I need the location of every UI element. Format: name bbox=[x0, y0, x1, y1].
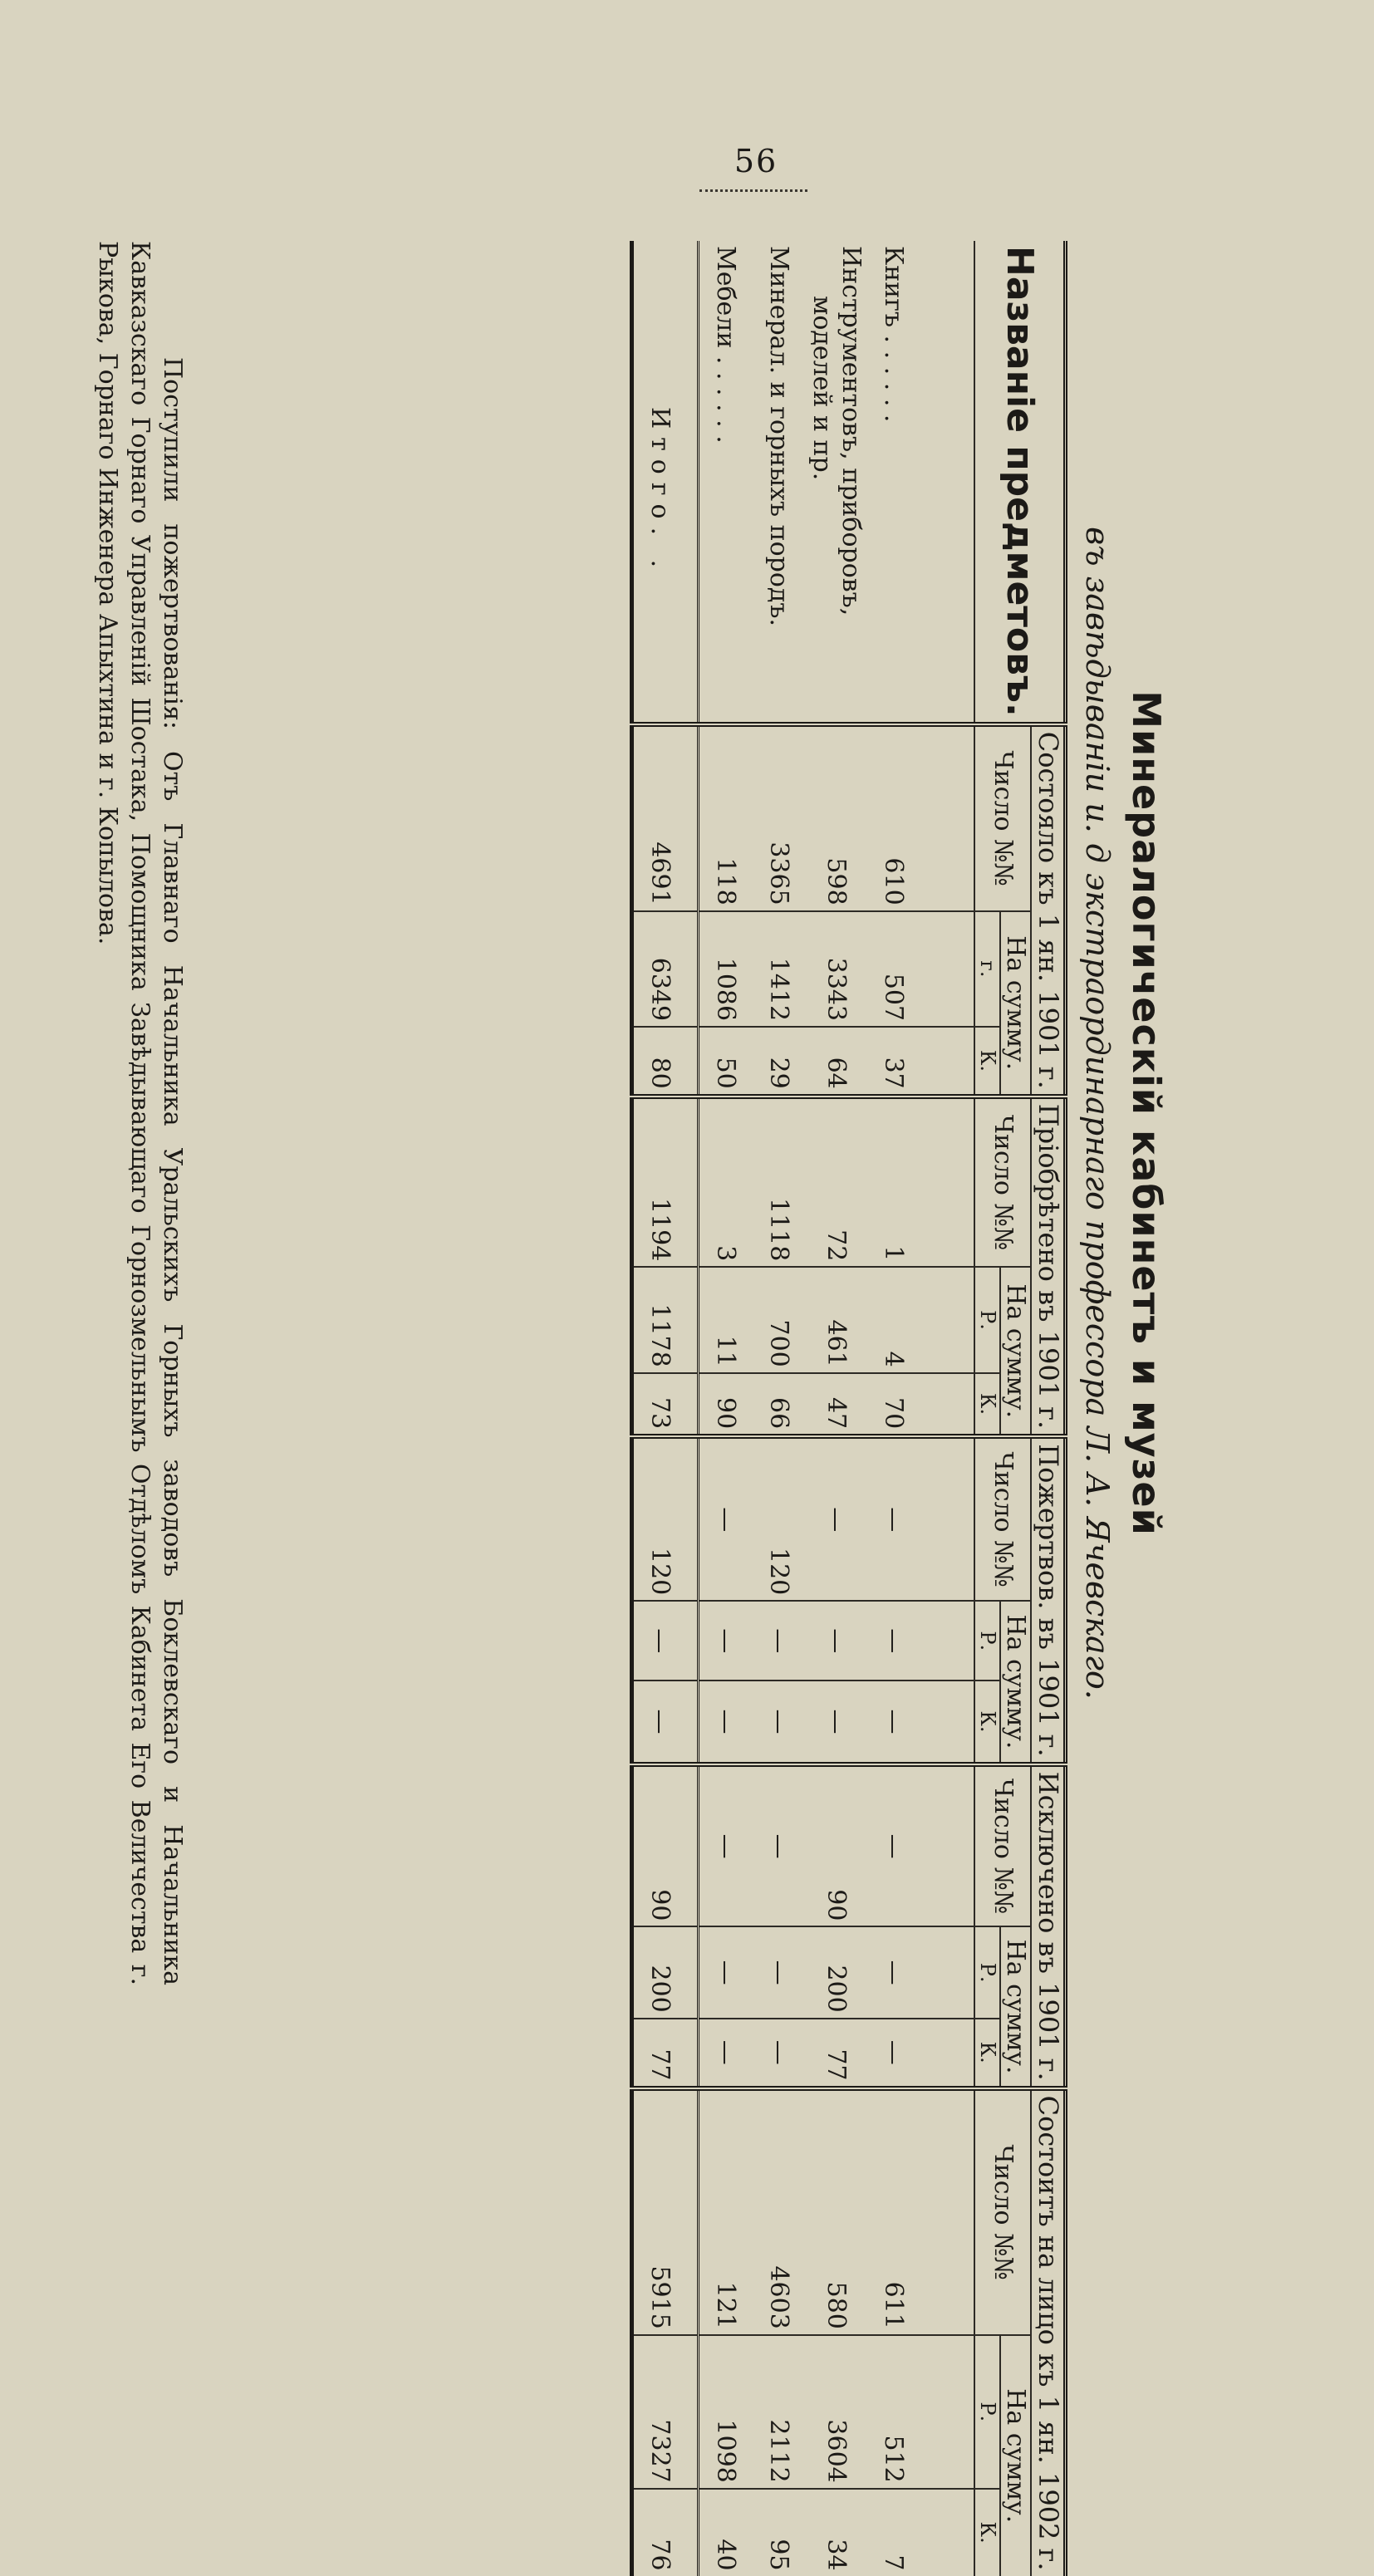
table-cell: 200 bbox=[631, 1926, 698, 2018]
item-name bbox=[753, 241, 806, 724]
table-cell: 598 bbox=[806, 724, 867, 911]
table-cell: — bbox=[698, 1601, 753, 1681]
table-cell: 40 bbox=[698, 2489, 753, 2576]
table-cell: 64 bbox=[806, 1027, 867, 1097]
header-count: Число №№ bbox=[974, 724, 1032, 911]
table-cell: 611 bbox=[867, 2088, 920, 2335]
item-name-line: Книгъ . . . . . . bbox=[879, 246, 909, 423]
item-name bbox=[867, 241, 920, 724]
item-name-line: Итого. . bbox=[645, 407, 675, 577]
table-cell: — bbox=[631, 1681, 698, 1764]
rotated-table-region bbox=[31, 241, 1177, 2571]
table-cell: 461 bbox=[806, 1267, 867, 1372]
table-cell: 80 bbox=[631, 1027, 698, 1097]
table-row bbox=[867, 241, 920, 2576]
header-rub: г. bbox=[974, 911, 1000, 1027]
table-cell: 610 bbox=[867, 724, 920, 911]
total-row bbox=[631, 241, 698, 2576]
item-name-line: Мебели . . . . . . bbox=[711, 246, 741, 444]
table-cell: 6349 bbox=[631, 911, 698, 1027]
header-rub: Р. bbox=[974, 1926, 1000, 2018]
item-name bbox=[698, 241, 753, 724]
header-kop: К. bbox=[974, 1373, 1000, 1436]
table-cell: — bbox=[698, 1436, 753, 1601]
table-cell: 90 bbox=[698, 1373, 753, 1436]
table-cell: 512 bbox=[867, 2335, 920, 2489]
header-rub: Р. bbox=[974, 1267, 1000, 1372]
table-cell: 1118 bbox=[753, 1097, 806, 1268]
table-cell: 50 bbox=[698, 1027, 753, 1097]
table-cell: 3365 bbox=[753, 724, 806, 911]
header-group-acquired: Пріобрѣтено въ 1901 г. bbox=[1031, 1097, 1065, 1436]
table-cell: 1178 bbox=[631, 1267, 698, 1372]
table-cell: 70 bbox=[867, 1373, 920, 1436]
table-cell: 73 bbox=[631, 1373, 698, 1436]
table-cell: 34 bbox=[806, 2489, 867, 2576]
table-cell: — bbox=[867, 1926, 920, 2018]
table-cell: — bbox=[753, 1764, 806, 1927]
table-cell: 66 bbox=[753, 1373, 806, 1436]
table-cell: — bbox=[867, 2019, 920, 2088]
table-row bbox=[698, 241, 753, 2576]
page-subtitle: въ завѣдываніи и. д экстраординарнаго профессора Л. А. Ячевскаго. bbox=[1079, 527, 1116, 1700]
table-cell: — bbox=[753, 1681, 806, 1764]
item-name-line: Инструментовъ, приборовъ, bbox=[836, 246, 866, 616]
table-cell: — bbox=[867, 1601, 920, 1681]
table-cell: 5915 bbox=[631, 2088, 698, 2335]
table-cell: 37 bbox=[867, 1027, 920, 1097]
table-cell: — bbox=[867, 1436, 920, 1601]
table-row bbox=[806, 241, 867, 2576]
table-cell: 72 bbox=[806, 1097, 867, 1268]
table-cell: 700 bbox=[753, 1267, 806, 1372]
table-cell: — bbox=[753, 1926, 806, 2018]
table-cell: 3 bbox=[698, 1097, 753, 1268]
item-name bbox=[806, 241, 867, 724]
item-name-line: моделей и пр. bbox=[807, 296, 837, 481]
table-cell: — bbox=[806, 1681, 867, 1764]
page-title: Минералогическій кабинетъ и музей bbox=[1124, 690, 1169, 1536]
table-cell: — bbox=[698, 1764, 753, 1927]
table-cell: 7327 bbox=[631, 2335, 698, 2489]
table-cell: 1098 bbox=[698, 2335, 753, 2489]
header-sum: На сумму. bbox=[1000, 911, 1032, 1097]
header-sum: На сумму. bbox=[1000, 1267, 1032, 1436]
header-count: Число №№ bbox=[974, 1436, 1032, 1601]
table-cell: 76 bbox=[631, 2489, 698, 2576]
header-kop: К. bbox=[974, 1027, 1000, 1097]
table-cell: 1194 bbox=[631, 1097, 698, 1268]
table-cell: 1086 bbox=[698, 911, 753, 1027]
table-cell: — bbox=[806, 1436, 867, 1601]
table-cell: — bbox=[698, 1681, 753, 1764]
table-cell: — bbox=[867, 1764, 920, 1927]
table-cell: 7 bbox=[867, 2489, 920, 2576]
table-cell: — bbox=[753, 2019, 806, 2088]
header-kop: К. bbox=[974, 1681, 1000, 1764]
header-kop: К. bbox=[974, 2489, 1000, 2576]
header-rub: Р. bbox=[974, 1601, 1000, 1681]
header-group-1901-start: Состояло къ 1 ян. 1901 г. bbox=[1031, 724, 1065, 1097]
table-cell: 90 bbox=[631, 1764, 698, 1927]
spacer-row bbox=[920, 241, 974, 2576]
inventory-table bbox=[630, 241, 1067, 2576]
title-block bbox=[1079, 241, 1177, 1985]
header-count: Число №№ bbox=[974, 1764, 1032, 1927]
table-cell: 200 bbox=[806, 1926, 867, 2018]
table-cell: — bbox=[698, 2019, 753, 2088]
table-cell: 3343 bbox=[806, 911, 867, 1027]
table-cell: 1 bbox=[867, 1097, 920, 1268]
table-cell: — bbox=[753, 1601, 806, 1681]
header-group-1902-balance: Состоитъ на лицо къ 1 ян. 1902 г. bbox=[1031, 2088, 1065, 2576]
table-cell: 29 bbox=[753, 1027, 806, 1097]
table-cell: 4691 bbox=[631, 724, 698, 911]
table-cell: — bbox=[806, 1601, 867, 1681]
table-cell: 4 bbox=[867, 1267, 920, 1372]
table-cell: 77 bbox=[806, 2019, 867, 2088]
item-name-line: Минерал. и горныхъ породъ. bbox=[764, 246, 794, 627]
table-body bbox=[631, 241, 974, 2576]
header-sum: На сумму. bbox=[1000, 2335, 1032, 2576]
table-cell: 118 bbox=[698, 724, 753, 911]
header-count: Число №№ bbox=[974, 1097, 1032, 1268]
table-cell: — bbox=[631, 1601, 698, 1681]
table-cell: 1412 bbox=[753, 911, 806, 1027]
table-cell: 11 bbox=[698, 1267, 753, 1372]
header-sum: На сумму. bbox=[1000, 1601, 1032, 1764]
page-number: 56 bbox=[734, 143, 778, 179]
donation-note: Поступили пожертвованія: Отъ Главнаго Начальника Уральскихъ Горныхъ заводовъ Боклевскаго и Начальника Кавказскаго Горнаго Управленій Шостака, Помощника Завѣдывающаго Горнозмельнымъ Отдѣломъ Кабинета Его Величества г. Рыкова, Горнаго Инженера Апыхтина и г. Копылова. bbox=[93, 241, 187, 1985]
table-cell: 90 bbox=[806, 1764, 867, 1927]
header-sum: На сумму. bbox=[1000, 1926, 1032, 2088]
table-cell: 4603 bbox=[753, 2088, 806, 2335]
table-cell: 507 bbox=[867, 911, 920, 1027]
total-label bbox=[631, 241, 698, 724]
table-cell: 580 bbox=[806, 2088, 867, 2335]
table-cell: 121 bbox=[698, 2088, 753, 2335]
page-number-rule bbox=[699, 189, 807, 192]
table-cell: 120 bbox=[753, 1436, 806, 1601]
table-cell: 2112 bbox=[753, 2335, 806, 2489]
table-cell: 3604 bbox=[806, 2335, 867, 2489]
table-cell: 95 bbox=[753, 2489, 806, 2576]
table-cell: 120 bbox=[631, 1436, 698, 1601]
header-group-donated: Пожертвов. въ 1901 г. bbox=[1031, 1436, 1065, 1764]
header-rub: Р. bbox=[974, 2335, 1000, 2489]
header-kop: К. bbox=[974, 2019, 1000, 2088]
header-count: Число №№ bbox=[974, 2088, 1032, 2335]
table-cell: 47 bbox=[806, 1373, 867, 1436]
header-item-name: Названіе предметовъ. bbox=[974, 241, 1066, 724]
table-cell: — bbox=[867, 1681, 920, 1764]
header-group-excluded: Исключено въ 1901 г. bbox=[1031, 1764, 1065, 2088]
table-cell: — bbox=[698, 1926, 753, 2018]
table-row bbox=[753, 241, 806, 2576]
table-cell: 77 bbox=[631, 2019, 698, 2088]
